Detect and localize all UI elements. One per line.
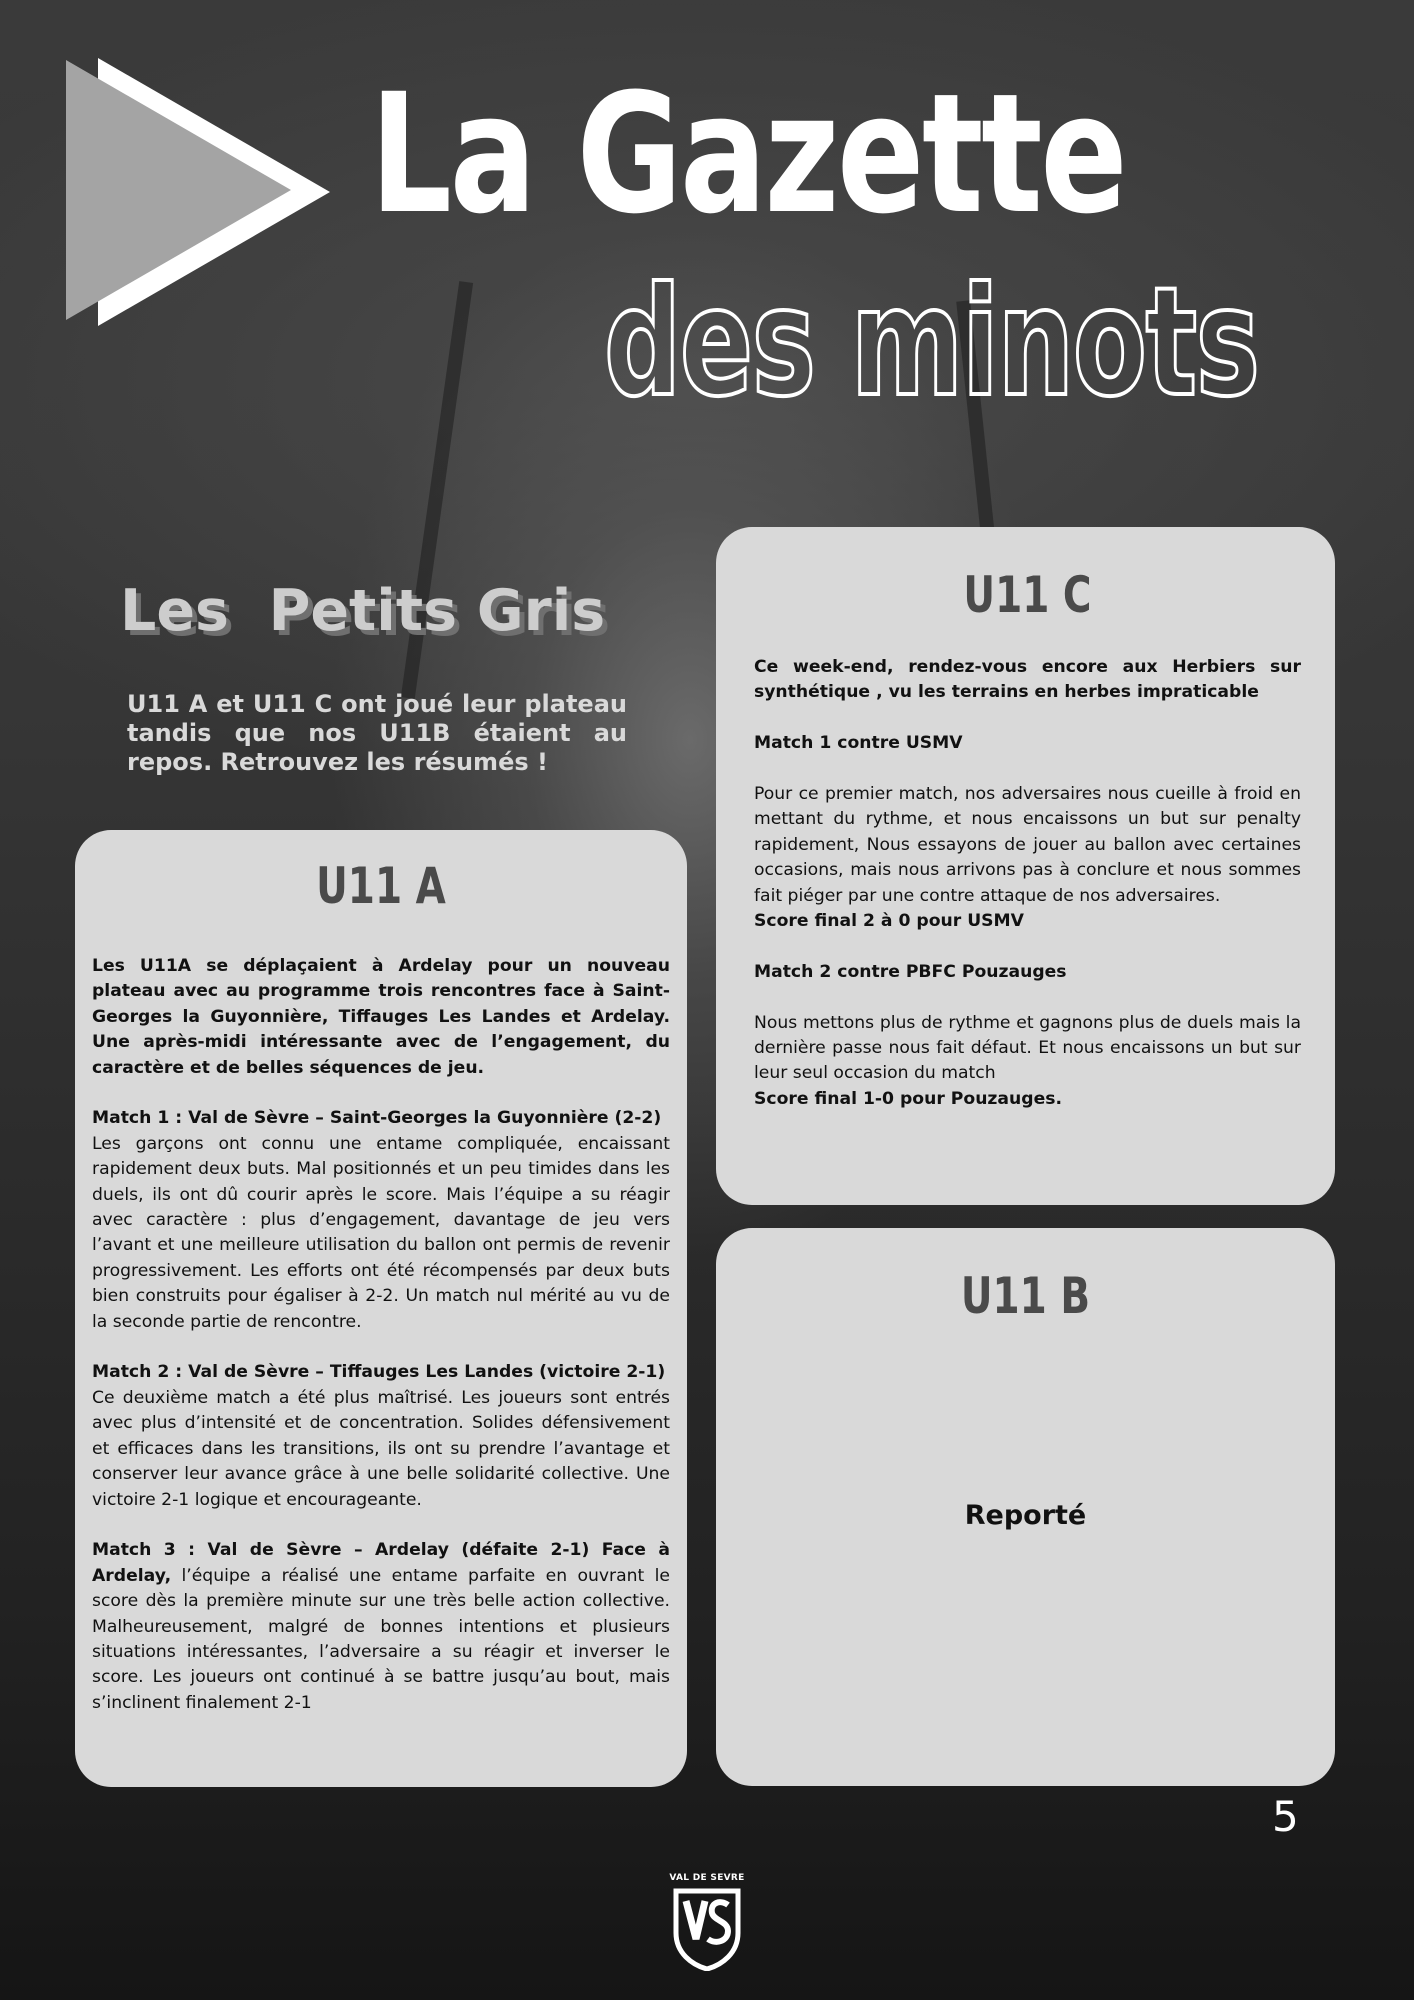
u11a-match3-heading: Match 3 : Val de Sèvre – Ardelay (défaite 2-1) Face à Ardelay, <box>92 1540 670 1586</box>
club-logo <box>667 1873 747 1973</box>
u11a-match2-heading: Match 2 : Val de Sèvre – Tiffauges Les Landes (victoire 2-1) <box>92 1362 666 1383</box>
section-title: Les Petits Gris <box>120 578 606 644</box>
club-shield-icon <box>672 1887 742 1971</box>
u11c-match1-text: Pour ce premier match, nos adversaires nous cueille à froid en mettant du rythme, et nous encaissons un but sur penalty rapidement, Nous essayons de jouer au ballon avec certaines occasions, mais nous arrivons pas à conclure et nous sommes fait piéger par une contre attaque de nos adversaires. <box>754 784 1301 906</box>
u11a-card <box>75 830 687 1787</box>
gazette-subtitle: des minots <box>604 256 1259 430</box>
u11b-card <box>716 1228 1335 1786</box>
u11c-title: U11 C <box>963 566 1092 624</box>
u11a-match1-heading: Match 1 : Val de Sèvre – Saint-Georges la Guyonnière (2-2) <box>92 1108 662 1129</box>
u11a-lead: Les U11A se déplaçaient à Ardelay pour un nouveau plateau avec au programme trois rencontres face à Saint-Georges la Guyonnière, Tiffauges Les Landes et Ardelay. Une après-midi intéressante avec de l’engagement, du caractère et de belles séquences de jeu. <box>92 956 670 1078</box>
u11a-match1-text: Les garçons ont connu une entame compliquée, encaissant rapidement deux buts. Mal positionnés et un peu timides dans les duels, ils ont dû courir après le score. Mais l’équipe a su réagir avec caractère : plus d’engagement, davantage de jeu vers l’avant et une meilleure utilisation du ballon ont permis de revenir progressivement. Les efforts ont été récompensés par deux buts bien construits pour égaliser à 2-2. Un match nul mérité au vu de la seconde partie de rencontre. <box>92 1133 670 1332</box>
play-triangle-icon <box>66 60 291 320</box>
page-number: 5 <box>1272 1792 1299 1841</box>
u11b-status: Reporté <box>964 1500 1087 1531</box>
u11c-body <box>754 655 1301 1112</box>
u11a-match2-text: Ce deuxième match a été plus maîtrisé. Les joueurs sont entrés avec plus d’intensité et de concentration. Solides défensivement et efficaces dans les transitions, ils ont su prendre l’avantage et conserver leur avance grâce à une belle solidarité collective. Une victoire 2-1 logique et encourageante. <box>92 1387 670 1510</box>
u11a-match3-text: l’équipe a réalisé une entame parfaite en ouvrant le score dès la première minute sur une très belle action collective. Malheureusement, malgré de bonnes intentions et plusieurs situations intéressantes, l’adversaire a su réagir et inverser le score. Les joueurs ont continué à se battre jusqu’au bout, mais s’inclinent finalement 2-1 <box>92 1565 670 1713</box>
u11a-title: U11 A <box>316 857 446 915</box>
u11a-body <box>92 954 670 1716</box>
u11c-match1-score: Score final 2 à 0 pour USMV <box>754 911 1024 932</box>
u11c-match2-text: Nous mettons plus de rythme et gagnons plus de duels mais la dernière passe nous fait défaut. Et nous encaissons un but sur leur seul occasion du match <box>754 1012 1301 1084</box>
u11c-match2-heading: Match 2 contre PBFC Pouzauges <box>754 961 1067 982</box>
u11c-match2-score: Score final 1-0 pour Pouzauges. <box>754 1088 1062 1109</box>
club-logo-text: VAL DE SEVRE <box>669 1873 745 1883</box>
u11c-card <box>716 527 1335 1205</box>
gazette-title: La Gazette <box>370 58 1126 250</box>
u11c-lead: Ce week-end, rendez-vous encore aux Herbiers sur synthétique , vu les terrains en herbes impraticable <box>754 657 1301 703</box>
u11b-title: U11 B <box>960 1267 1091 1325</box>
u11c-match1-heading: Match 1 contre USMV <box>754 733 963 754</box>
u11a-match3 <box>92 1538 670 1716</box>
section-intro: U11 A et U11 C ont joué leur plateau tandis que nos U11B étaient au repos. Retrouvez les résumés ! <box>127 690 627 776</box>
